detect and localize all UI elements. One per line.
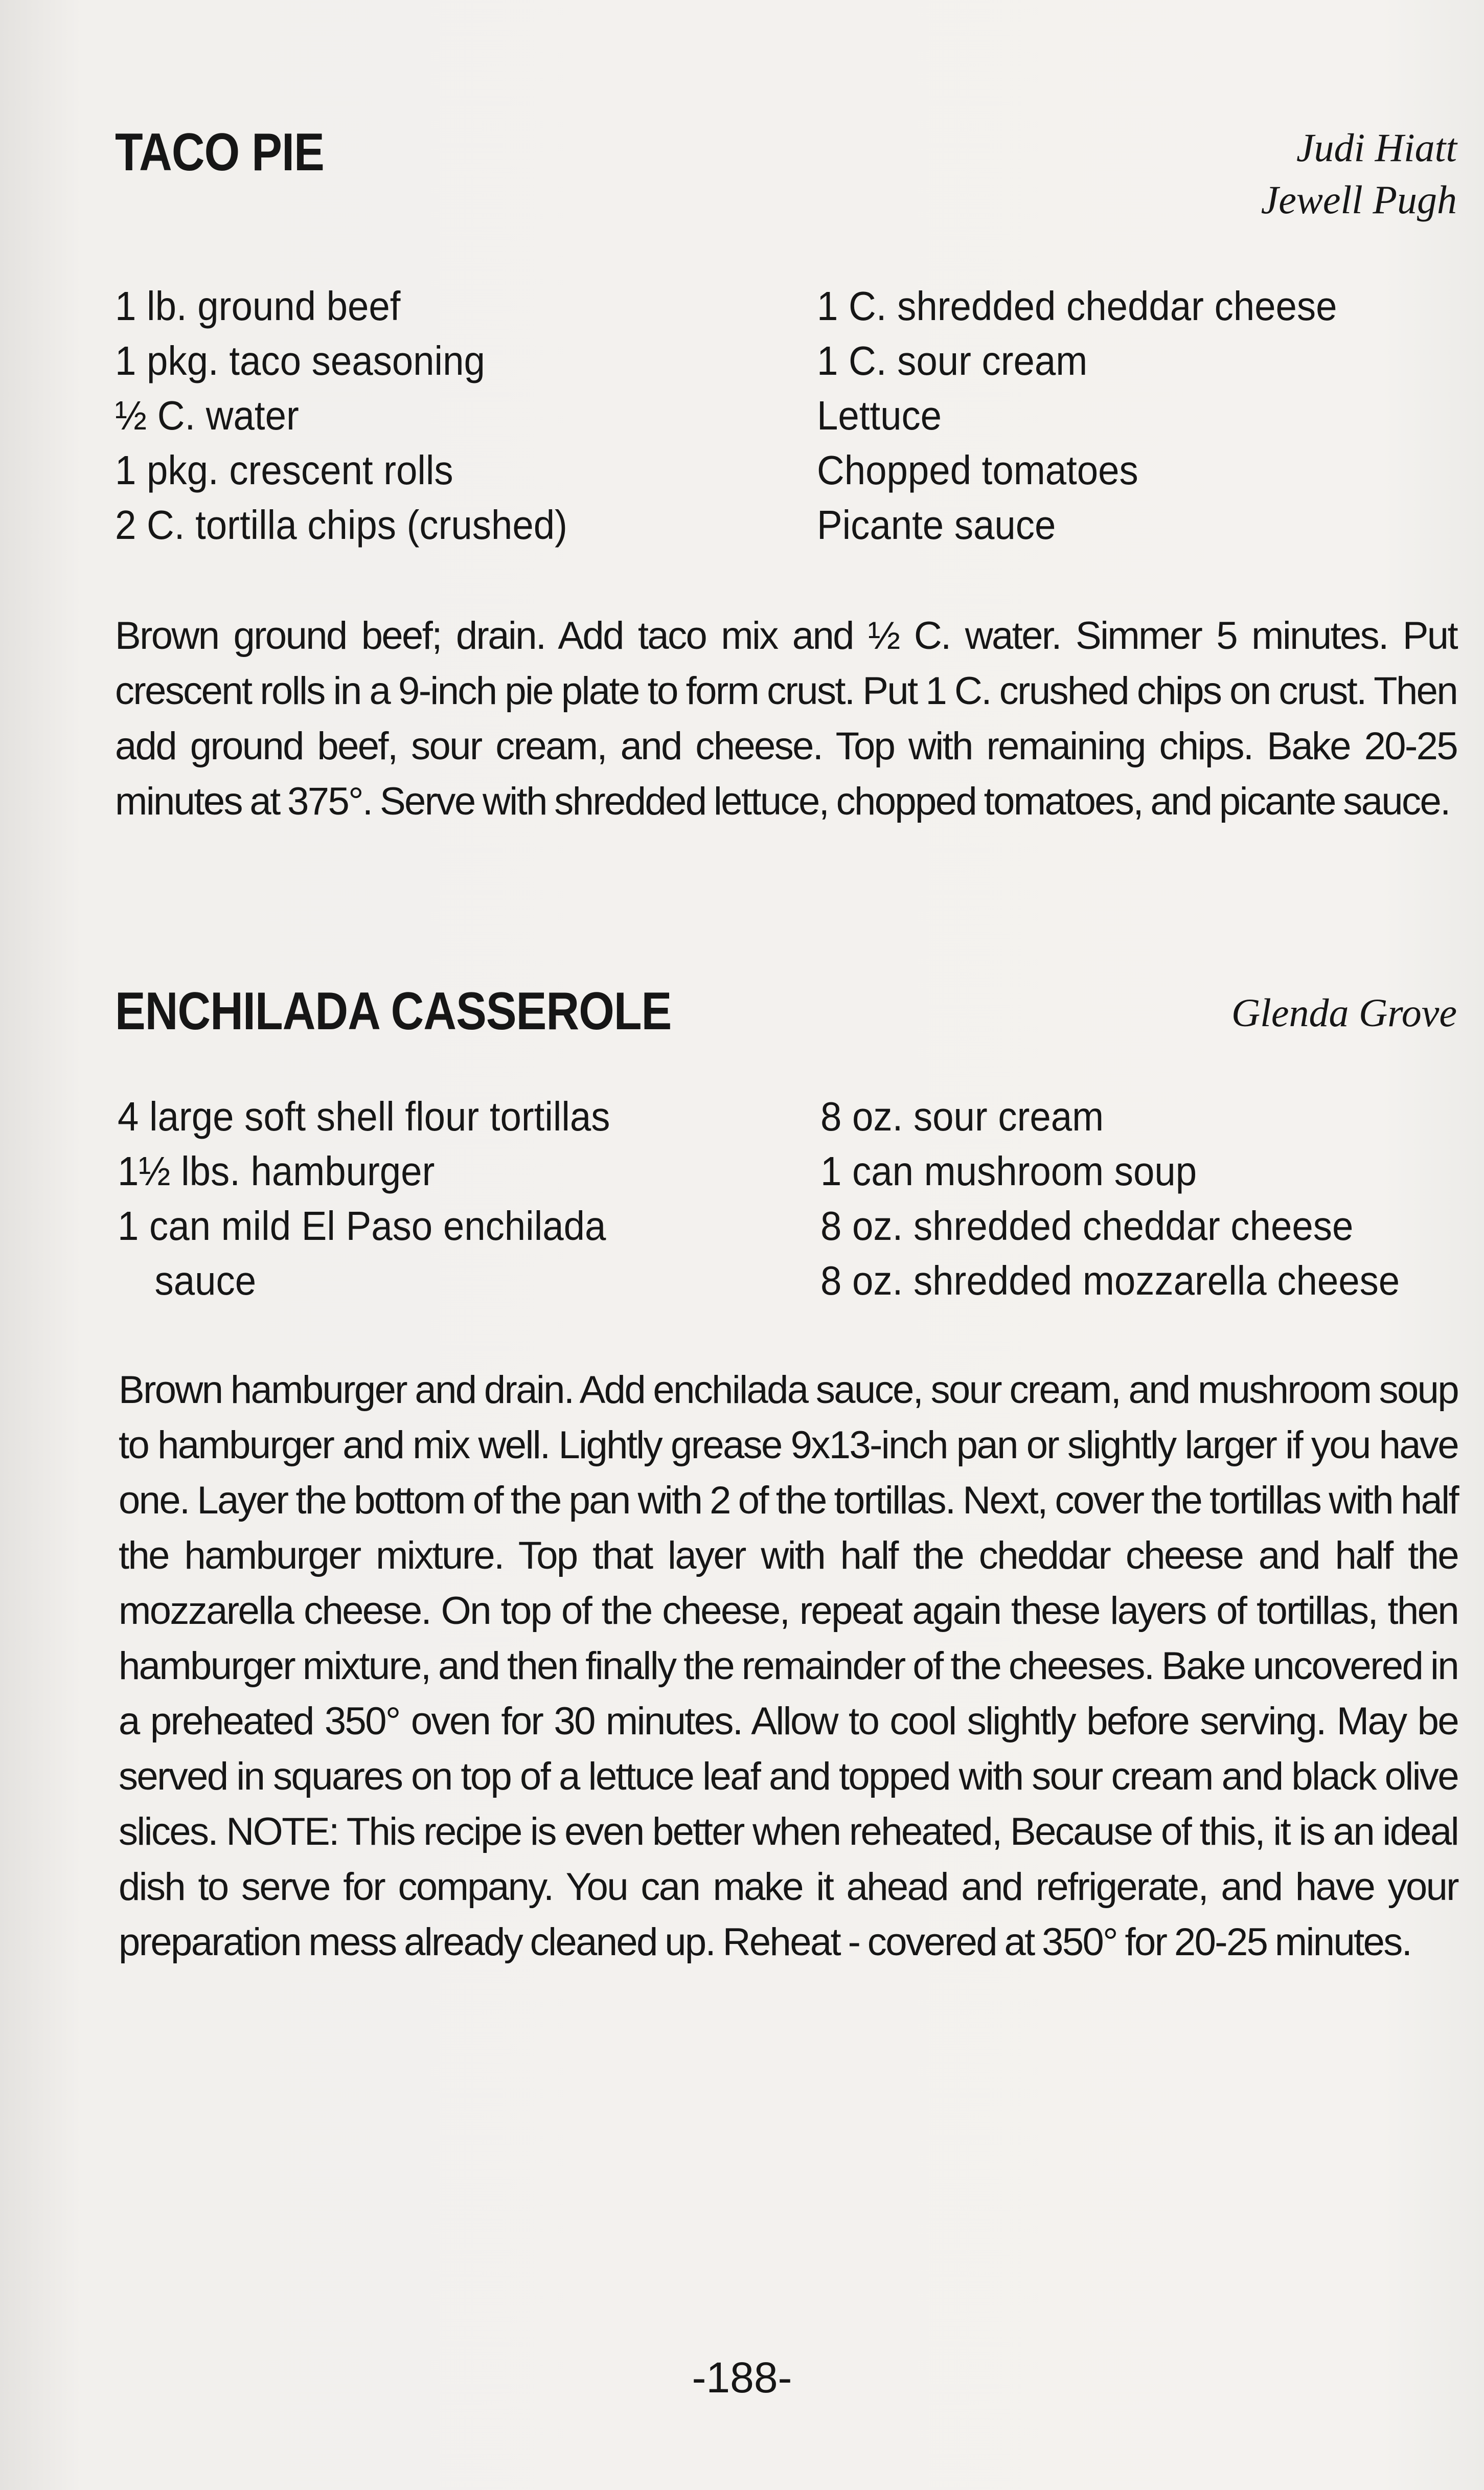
ingredient-item: sauce (154, 1258, 257, 1303)
ingredients-column-right (820, 1089, 1443, 1308)
ingredients-column-right (817, 279, 1376, 552)
author-name: Glenda Grove (1231, 990, 1457, 1035)
ingredient-item: 1 pkg. taco seasoning (115, 338, 485, 383)
page-number: -188- (692, 2353, 792, 2402)
recipe-header (115, 981, 1457, 1088)
ingredient-item: 1 lb. ground beef (115, 283, 401, 329)
ingredient-item: Chopped tomatoes (817, 447, 1138, 493)
ingredient-item: Picante sauce (817, 502, 1056, 548)
ingredient-item: 8 oz. sour cream (820, 1094, 1104, 1139)
ingredient-item: 1½ lbs. hamburger (118, 1148, 435, 1194)
ingredient-item: Lettuce (817, 393, 942, 438)
ingredient-item: ½ C. water (115, 393, 299, 438)
ingredient-item: 1 can mushroom soup (820, 1148, 1197, 1194)
ingredient-item: 1 can mild El Paso enchilada (118, 1203, 606, 1249)
recipe-directions: Brown hamburger and drain. Add enchilada sauce, sour cream, and mushroom soup to hamburger and mix well. Lightly grease 9x13-inch pan or slightly larger if you have one. Layer the bottom of the pan with 2 of the tortillas. Next, cover the tortillas with half the hamburger mixture. Top that layer with half the cheddar cheese and half the mozzarella cheese. On top of the cheese, repeat again these layers of tortillas, then hamburger mixture, and then finally the remainder of the cheeses. Bake uncovered in a preheated 350° oven for 30 minutes. Allow to cool slightly before serving. May be served in squares on top of a lettuce leaf and topped with sour cream and black olive slices. NOTE: This recipe is even better when reheated, Because of this, it is an ideal dish to serve for company. You can make it ahead and refrigerate, and have your preparation mess already cleaned up. Reheat - covered at 350° for 20-25 minutes. (119, 1368, 1458, 1964)
ingredient-item: 1 C. shredded cheddar cheese (817, 283, 1337, 329)
ingredient-item: 1 pkg. crescent rolls (115, 447, 453, 493)
ingredient-item: 8 oz. shredded mozzarella cheese (820, 1258, 1400, 1303)
ingredients-column-left (115, 279, 601, 552)
author-name: Judi Hiatt (1296, 125, 1457, 170)
ingredients-column-left (118, 1089, 647, 1308)
ingredient-item: 4 large soft shell flour tortillas (118, 1094, 610, 1139)
ingredient-item: 2 C. tortilla chips (crushed) (115, 502, 567, 548)
ingredient-item: 8 oz. shredded cheddar cheese (820, 1203, 1354, 1249)
recipe-authors (1231, 987, 1457, 1039)
recipe-authors (1261, 122, 1457, 226)
ingredient-item: 1 C. sour cream (817, 338, 1088, 383)
recipe-directions: Brown ground beef; drain. Add taco mix and ½ C. water. Simmer 5 minutes. Put crescent rolls in a 9-inch pie plate to form crust. Put 1 C. crushed chips on crust. Then add ground beef, sour cream, and cheese. Top with remaining chips. Bake 20-25 minutes at 375°. Serve with shredded lettuce, chopped tomatoes, and picante sauce. (115, 614, 1457, 823)
author-name: Jewell Pugh (1261, 177, 1457, 222)
recipe-title: ENCHILADA CASSEROLE (115, 982, 672, 1041)
recipe-enchilada-casserole (115, 981, 1457, 1088)
recipe-title: TACO PIE (115, 123, 324, 182)
recipe-header (115, 122, 1457, 229)
